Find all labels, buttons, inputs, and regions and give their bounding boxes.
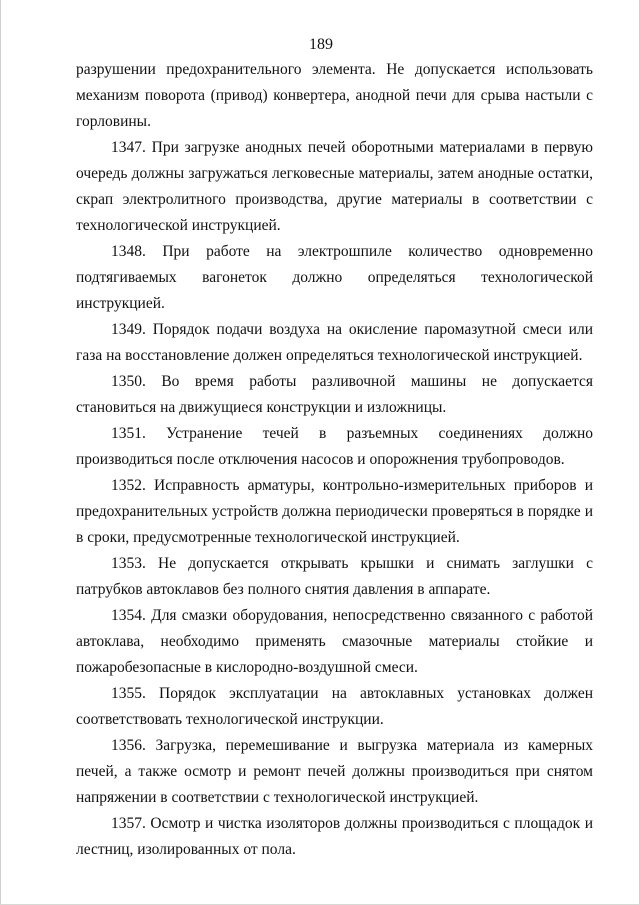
paragraph-1348: 1348. При работе на электрошпиле количество одновременно подтягиваемых вагонеток должно определяться технологической инструкцией. <box>76 243 593 312</box>
paragraph-1351: 1351. Устранение течей в разъемных соединениях должно производиться после отключения насосов и опорожнения трубопроводов. <box>76 425 593 468</box>
paragraph-1357: 1357. Осмотр и чистка изоляторов должны производиться с площадок и лестниц, изолированных от пола. <box>76 815 593 858</box>
document-body <box>76 57 593 863</box>
paragraph-1353: 1353. Не допускается открывать крышки и снимать заглушки с патрубков автоклавов без полного снятия давления в аппарате. <box>76 555 593 598</box>
paragraph-1347: 1347. При загрузке анодных печей оборотными материалами в первую очередь должны загружаться легковесные материалы, затем анодные остатки, скрап электролитного производства, другие материалы в соответствии с технологической инструкцией. <box>76 139 593 234</box>
paragraph-1350: 1350. Во время работы разливочной машины не допускается становиться на движущиеся конструкции и изложницы. <box>76 373 593 416</box>
paragraph-1352: 1352. Исправность арматуры, контрольно-измерительных приборов и предохранительных устройств должна периодически проверяться в порядке и в сроки, предусмотренные технологической инструкцией. <box>76 477 593 546</box>
page-number: 189 <box>309 36 333 53</box>
paragraph-1355: 1355. Порядок эксплуатации на автоклавных установках должен соответствовать технологической инструкции. <box>76 685 593 728</box>
paragraph-1349: 1349. Порядок подачи воздуха на окисление паромазутной смеси или газа на восстановление должен определяться технологической инструкцией. <box>76 321 593 364</box>
paragraph-1356: 1356. Загрузка, перемешивание и выгрузка материала из камерных печей, а также осмотр и ремонт печей должны производиться при снятом напряжении в соответствии с технологической инструкцией. <box>76 737 593 806</box>
paragraph-continuation: разрушении предохранительного элемента. Не допускается использовать механизм поворота (привод) конвертера, анодной печи для срыва настыли с горловины. <box>76 61 593 130</box>
paragraph-1354: 1354. Для смазки оборудования, непосредственно связанного с работой автоклава, необходимо применять смазочные материалы стойкие и пожаробезопасные в кислородно-воздушной смеси. <box>76 607 593 676</box>
